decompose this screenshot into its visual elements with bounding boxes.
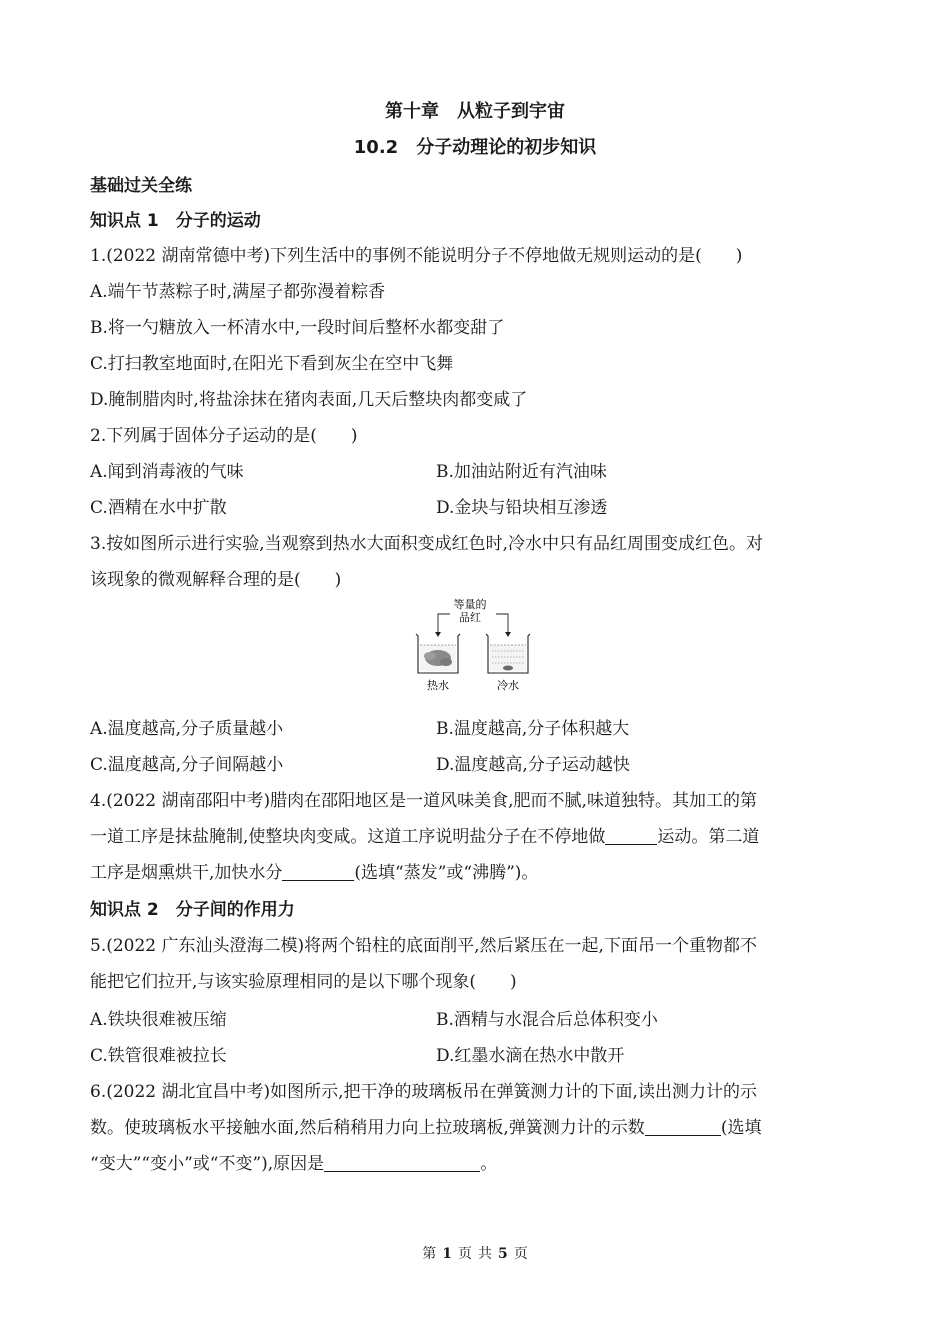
q5-option-c: C.铁管很难被拉长 [90, 1046, 227, 1066]
q6-line3 [90, 1149, 497, 1174]
q5-option-b: B.酒精与水混合后总体积变小 [436, 1010, 658, 1030]
q1-option-c: C.打扫教室地面时,在阳光下看到灰尘在空中飞舞 [90, 354, 454, 374]
q4-line3-tail: (选填“蒸发”或“沸腾”)。 [354, 863, 539, 883]
q1-option-d: D.腌制腊肉时,将盐涂抹在猪肉表面,几天后整块肉都变咸了 [90, 390, 528, 410]
q4-line3 [90, 858, 538, 883]
q3-option-d: D.温度越高,分子运动越快 [436, 755, 630, 775]
q1-option-a: A.端午节蒸粽子时,满屋子都弥漫着粽香 [90, 282, 386, 302]
cold-water-beaker [486, 634, 530, 673]
q4-line2-text: 一道工序是抹盐腌制,使整块肉变咸。这道工序说明盐分子在不停地做 [90, 827, 606, 847]
figure-label-hot: 热水 [427, 679, 449, 692]
q2-option-a: A.闻到消毒液的气味 [90, 462, 244, 482]
q5-option-a: A.铁块很难被压缩 [90, 1010, 227, 1030]
q2-option-b: B.加油站附近有汽油味 [436, 462, 607, 482]
q6-blank-2[interactable] [324, 1153, 480, 1172]
footer-mid2: 共 [478, 1246, 492, 1262]
footer-prefix: 第 [422, 1246, 437, 1262]
q2-stem: 2.下列属于固体分子运动的是( ) [90, 426, 358, 446]
figure-label-cold: 冷水 [497, 679, 519, 692]
q1-option-b: B.将一勺糖放入一杯清水中,一段时间后整杯水都变甜了 [90, 318, 505, 338]
q6-line3-tail: 。 [480, 1154, 498, 1174]
figure-label-top1: 等量的 [453, 598, 487, 611]
beaker-experiment-figure [408, 596, 558, 694]
section-title: 10.2 分子动理论的初步知识 [353, 137, 597, 158]
footer-suffix: 页 [513, 1246, 528, 1262]
hot-water-beaker [416, 634, 460, 673]
footer-page-number: 1 [442, 1246, 452, 1262]
q6-line1: 6.(2022 湖北宜昌中考)如图所示,把干净的玻璃板吊在弹簧测力计的下面,读出测力计的示 [90, 1082, 757, 1102]
q3-option-c: C.温度越高,分子间隔越小 [90, 755, 284, 775]
q6-line2-tail: (选填 [720, 1118, 762, 1138]
q4-line3-text: 工序是烟熏烘干,加快水分 [90, 863, 283, 883]
q3-stem-line1: 3.按如图所示进行实验,当观察到热水大面积变成红色时,冷水中只有品红周围变成红色。对 [90, 534, 764, 554]
q5-line1: 5.(2022 广东汕头澄海二模)将两个铅柱的底面削平,然后紧压在一起,下面吊一个重物都不 [90, 936, 757, 956]
knowledge-point-2: 知识点 2 分子间的作用力 [90, 900, 295, 920]
page-footer [0, 1243, 950, 1263]
q6-blank-1[interactable] [645, 1117, 721, 1136]
chapter-title: 第十章 从粒子到宇宙 [385, 101, 565, 122]
q5-option-d: D.红墨水滴在热水中散开 [436, 1046, 625, 1066]
q3-option-b: B.温度越高,分子体积越大 [436, 719, 630, 739]
q4-blank-2[interactable] [282, 862, 354, 881]
part-title: 基础过关全练 [90, 176, 192, 196]
q2-option-c: C.酒精在水中扩散 [90, 498, 227, 518]
q5-line2: 能把它们拉开,与该实验原理相同的是以下哪个现象( ) [90, 972, 517, 992]
q6-line3-text: “变大”“变小”或“不变”),原因是 [90, 1154, 325, 1174]
footer-mid1: 页 [458, 1246, 472, 1262]
knowledge-point-1: 知识点 1 分子的运动 [90, 211, 261, 231]
figure-label-top2: 品红 [459, 611, 481, 624]
q4-line2-tail: 运动。第二道 [657, 827, 760, 847]
footer-total-pages: 5 [498, 1246, 508, 1262]
q6-line2-text: 数。使玻璃板水平接触水面,然后稍稍用力向上拉玻璃板,弹簧测力计的示数 [90, 1118, 645, 1138]
q3-option-a: A.温度越高,分子质量越小 [90, 719, 284, 739]
q4-blank-1[interactable] [605, 826, 657, 845]
q6-line2 [90, 1113, 761, 1138]
q1-stem: 1.(2022 湖南常德中考)下列生活中的事例不能说明分子不停地做无规则运动的是( ) [90, 246, 743, 266]
q4-line1: 4.(2022 湖南邵阳中考)腊肉在邵阳地区是一道风味美食,肥而不腻,味道独特。其加工的第 [90, 791, 757, 811]
q4-line2 [90, 822, 759, 847]
q2-option-d: D.金块与铅块相互渗透 [436, 498, 608, 518]
q3-stem-line2: 该现象的微观解释合理的是( ) [90, 570, 342, 590]
